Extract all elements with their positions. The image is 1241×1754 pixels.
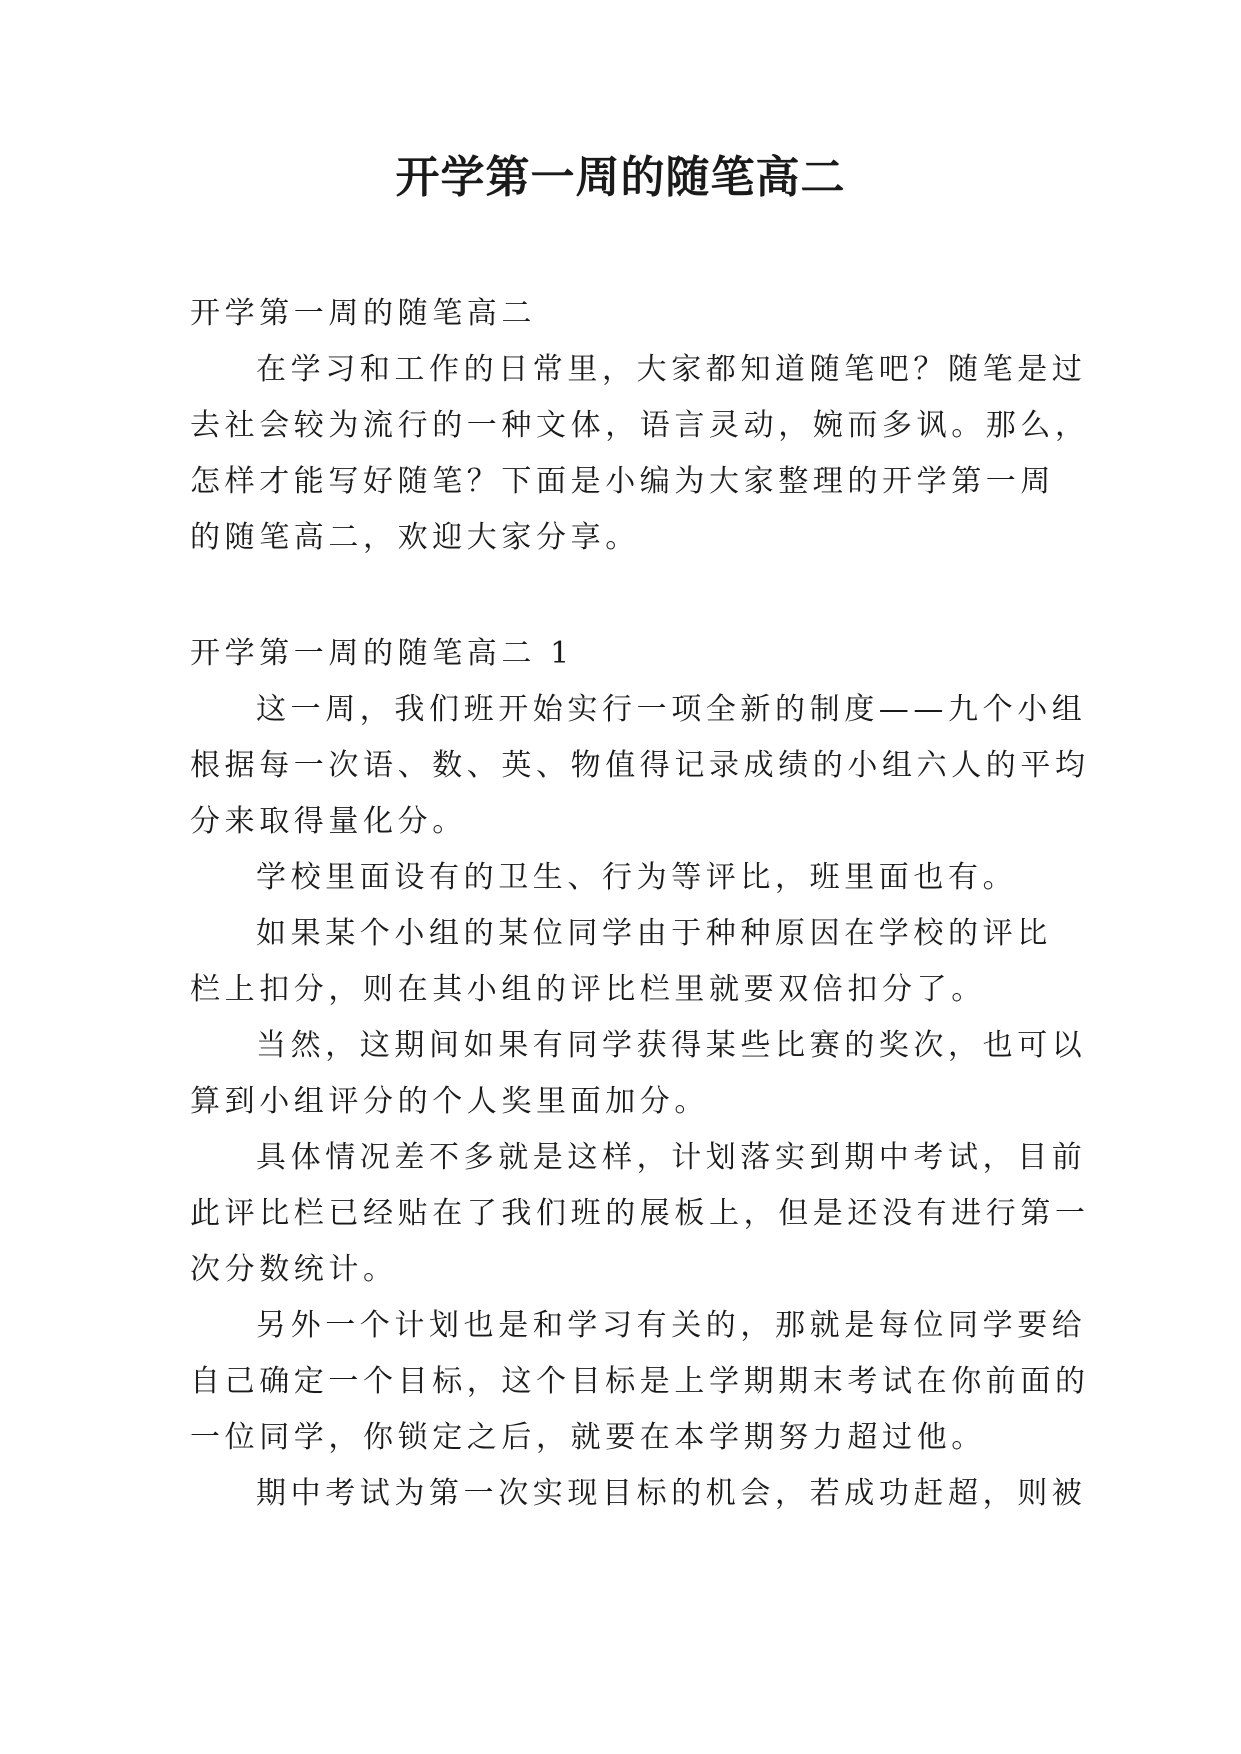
body-line: 栏上扣分，则在其小组的评比栏里就要双倍扣分了。 bbox=[190, 972, 986, 1007]
document-body bbox=[190, 286, 1090, 1522]
body-line: 期中考试为第一次实现目标的机会，若成功赶超，则被 bbox=[256, 1476, 1087, 1511]
intro-heading: 开学第一周的随笔高二 bbox=[190, 296, 536, 331]
body-line: 算到小组评分的个人奖里面加分。 bbox=[190, 1084, 709, 1119]
intro-line: 在学习和工作的日常里，大家都知道随笔吧？随笔是过 bbox=[256, 352, 1087, 387]
body-line: 当然，这期间如果有同学获得某些比赛的奖次，也可以 bbox=[256, 1028, 1087, 1063]
body-line: 这一周，我们班开始实行一项全新的制度——九个小组 bbox=[256, 692, 1087, 727]
body-line: 具体情况差不多就是这样，计划落实到期中考试，目前 bbox=[256, 1140, 1087, 1175]
body-line: 根据每一次语、数、英、物值得记录成绩的小组六人的平均 bbox=[190, 748, 1090, 783]
body-line: 另外一个计划也是和学习有关的，那就是每位同学要给 bbox=[256, 1308, 1087, 1343]
section-heading: 开学第一周的随笔高二 1 bbox=[190, 636, 574, 671]
body-line: 如果某个小组的某位同学由于种种原因在学校的评比 bbox=[256, 916, 1052, 951]
body-line: 此评比栏已经贴在了我们班的展板上，但是还没有进行第一 bbox=[190, 1196, 1090, 1231]
body-line: 分来取得量化分。 bbox=[190, 804, 467, 839]
body-line: 一位同学，你锁定之后，就要在本学期努力超过他。 bbox=[190, 1420, 986, 1455]
section-spacer bbox=[190, 566, 1060, 626]
body-line: 学校里面设有的卫生、行为等评比，班里面也有。 bbox=[256, 860, 1018, 895]
intro-line: 去社会较为流行的一种文体，语言灵动，婉而多讽。那么， bbox=[190, 408, 1090, 443]
body-line: 次分数统计。 bbox=[190, 1252, 398, 1287]
intro-line: 的随笔高二，欢迎大家分享。 bbox=[190, 520, 640, 555]
document-title: 开学第一周的随笔高二 bbox=[395, 152, 846, 203]
body-line: 自己确定一个目标，这个目标是上学期期末考试在你前面的 bbox=[190, 1364, 1090, 1399]
intro-line: 怎样才能写好随笔？下面是小编为大家整理的开学第一周 bbox=[190, 464, 1055, 499]
